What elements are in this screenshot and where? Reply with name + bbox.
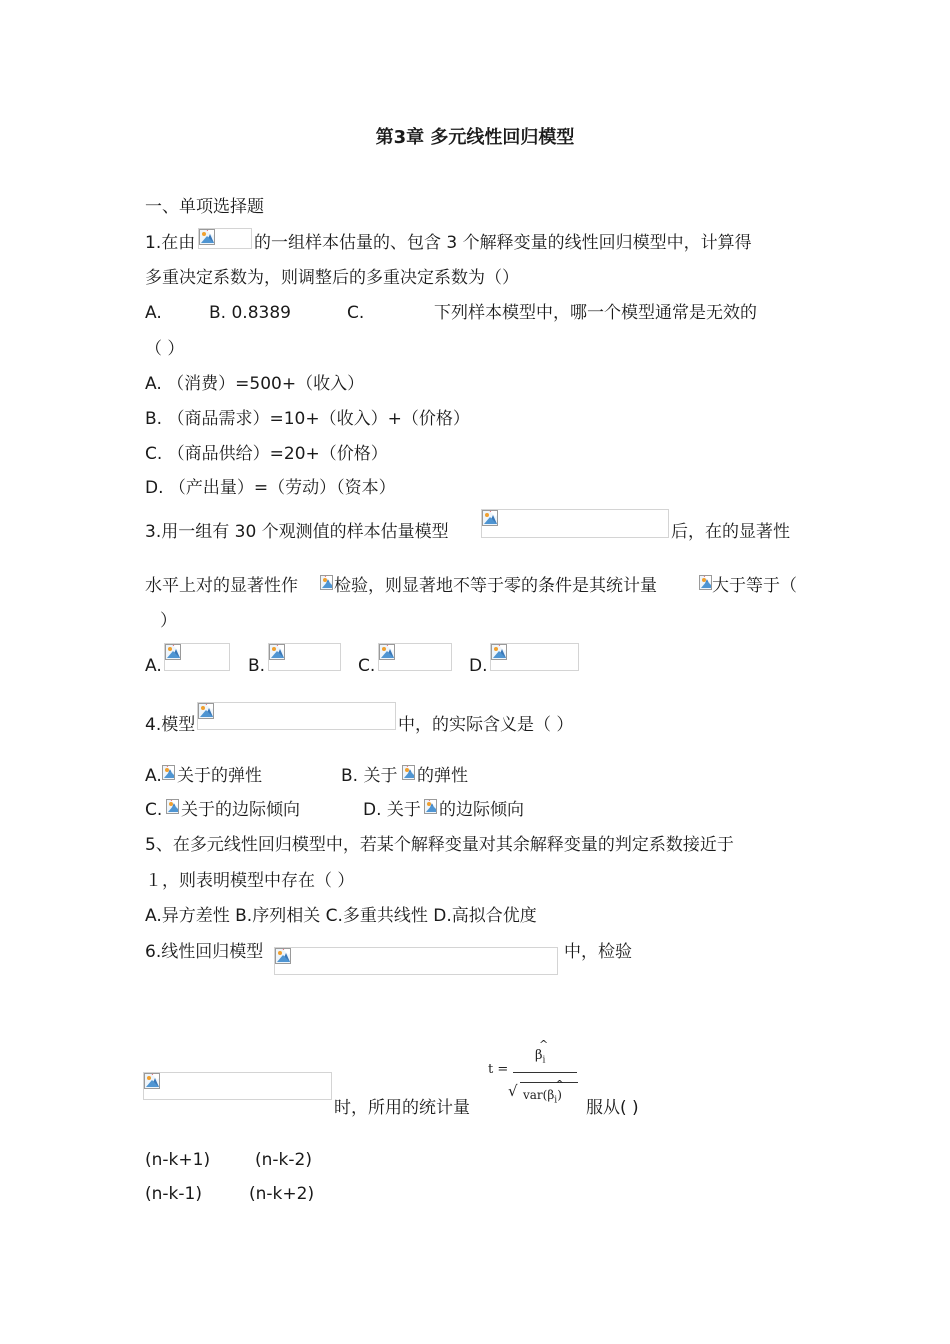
q3-line2-end: 大于等于（: [712, 576, 797, 596]
broken-image-icon: [491, 644, 507, 660]
sqrt-overline: [520, 1082, 578, 1083]
q2-option-a: A. （消费）=500+（收入）: [145, 374, 365, 394]
q2-paren: （ ）: [145, 339, 185, 359]
q6-line2-start: 时，所用的统计量: [334, 1098, 470, 1118]
broken-image-placeholder: [164, 643, 230, 671]
q6-line1-end: 中，检验: [564, 942, 632, 962]
subscript: i: [554, 1095, 558, 1106]
subscript: i: [542, 1055, 546, 1066]
q6-line2-end: 服从( ): [586, 1098, 639, 1118]
broken-image-icon: [199, 229, 215, 245]
q3-option-c: C.: [358, 656, 376, 676]
q6-option-3: (n-k-1): [145, 1184, 202, 1204]
broken-image-icon: [402, 765, 415, 780]
formula-denominator: [523, 1088, 562, 1105]
q4-option-d-text: 的边际倾向: [439, 800, 524, 820]
fraction-bar: [513, 1072, 577, 1073]
q4-line1-start: 4.模型: [145, 715, 196, 735]
q1-line1-start: 1.在由: [145, 233, 196, 253]
q6-option-2: (n-k-2): [255, 1150, 312, 1170]
q2-option-d: D. （产出量）=（劳动）（资本）: [145, 478, 396, 498]
q6-option-1: (n-k+1): [145, 1150, 211, 1170]
broken-image-placeholder: [274, 947, 558, 975]
q5-line1: 5、在多元线性回归模型中，若某个解释变量对其余解释变量的判定系数接近于: [145, 835, 734, 855]
q2-option-b: B. （商品需求）=10+（收入）+（价格）: [145, 409, 470, 429]
broken-image-icon: [165, 644, 181, 660]
q6-option-4: (n-k+2): [249, 1184, 315, 1204]
q3-option-a: A.: [145, 656, 162, 676]
q2-stem: 下列样本模型中，哪一个模型通常是无效的: [434, 303, 757, 323]
q4-option-a-text: 关于的弹性: [177, 766, 262, 786]
broken-image-icon: [198, 703, 214, 719]
q4-option-d-label: D. 关于: [363, 800, 421, 820]
broken-image-icon: [379, 644, 395, 660]
q1-option-b: B. 0.8389: [209, 303, 291, 323]
broken-image-icon: [482, 510, 498, 526]
paren-close: ): [557, 1088, 562, 1102]
formula-hat: ^: [555, 1078, 565, 1091]
q4-line1-end: 中，的实际含义是（ ）: [398, 715, 574, 735]
chapter-title: 第3章 多元线性回归模型: [375, 127, 575, 148]
sqrt-symbol: √: [508, 1082, 518, 1100]
formula-lhs: t =: [488, 1062, 509, 1077]
q2-option-c: C. （商品供给）=20+（价格）: [145, 444, 388, 464]
q1-option-a: A.: [145, 303, 162, 323]
formula-hat: ^: [539, 1038, 549, 1051]
q4-option-b-text: 的弹性: [417, 766, 468, 786]
q4-option-a-label: A.: [145, 766, 162, 786]
broken-image-icon: [275, 948, 291, 964]
q4-option-c-text: 关于的边际倾向: [181, 800, 300, 820]
broken-image-icon: [424, 799, 437, 814]
broken-image-placeholder: [197, 702, 396, 730]
q3-option-b: B.: [248, 656, 266, 676]
section-heading: 一、单项选择题: [145, 197, 264, 217]
formula-numerator: [535, 1048, 545, 1066]
broken-image-icon: [144, 1073, 160, 1089]
broken-image-placeholder: [143, 1072, 332, 1100]
t-statistic-formula: [488, 1038, 588, 1118]
var-beta: var(β: [523, 1088, 555, 1102]
q3-line2-middle: 检验，则显著地不等于零的条件是其统计量: [334, 576, 657, 596]
broken-image-icon: [166, 799, 179, 814]
q4-option-b-label: B. 关于: [341, 766, 398, 786]
broken-image-icon: [162, 765, 175, 780]
beta-symbol: β: [535, 1048, 543, 1063]
broken-image-placeholder: [198, 228, 252, 249]
broken-image-placeholder: [490, 643, 579, 671]
broken-image-icon: [320, 575, 333, 590]
q6-line1-start: 6.线性回归模型: [145, 942, 264, 962]
broken-image-placeholder: [268, 643, 341, 671]
q5-line2: １，则表明模型中存在（ ）: [145, 871, 355, 891]
broken-image-icon: [699, 575, 712, 590]
broken-image-placeholder: [481, 509, 669, 538]
q3-paren-close: ）: [160, 611, 177, 631]
broken-image-placeholder: [378, 643, 452, 671]
q1-line1-end: 的一组样本估量的、包含 3 个解释变量的线性回归模型中，计算得: [254, 233, 752, 253]
q1-option-c: C.: [347, 303, 365, 323]
q1-line2: 多重决定系数为，则调整后的多重决定系数为（）: [145, 268, 519, 288]
q3-line2-start: 水平上对的显著性作: [145, 576, 298, 596]
q3-option-d: D.: [469, 656, 488, 676]
q3-line1-end: 后，在的显著性: [671, 522, 790, 542]
q3-line1-start: 3.用一组有 30 个观测值的样本估量模型: [145, 522, 449, 542]
q5-options: A.异方差性 B.序列相关 C.多重共线性 D.高拟合优度: [145, 906, 537, 926]
broken-image-icon: [269, 644, 285, 660]
q4-option-c-label: C.: [145, 800, 163, 820]
